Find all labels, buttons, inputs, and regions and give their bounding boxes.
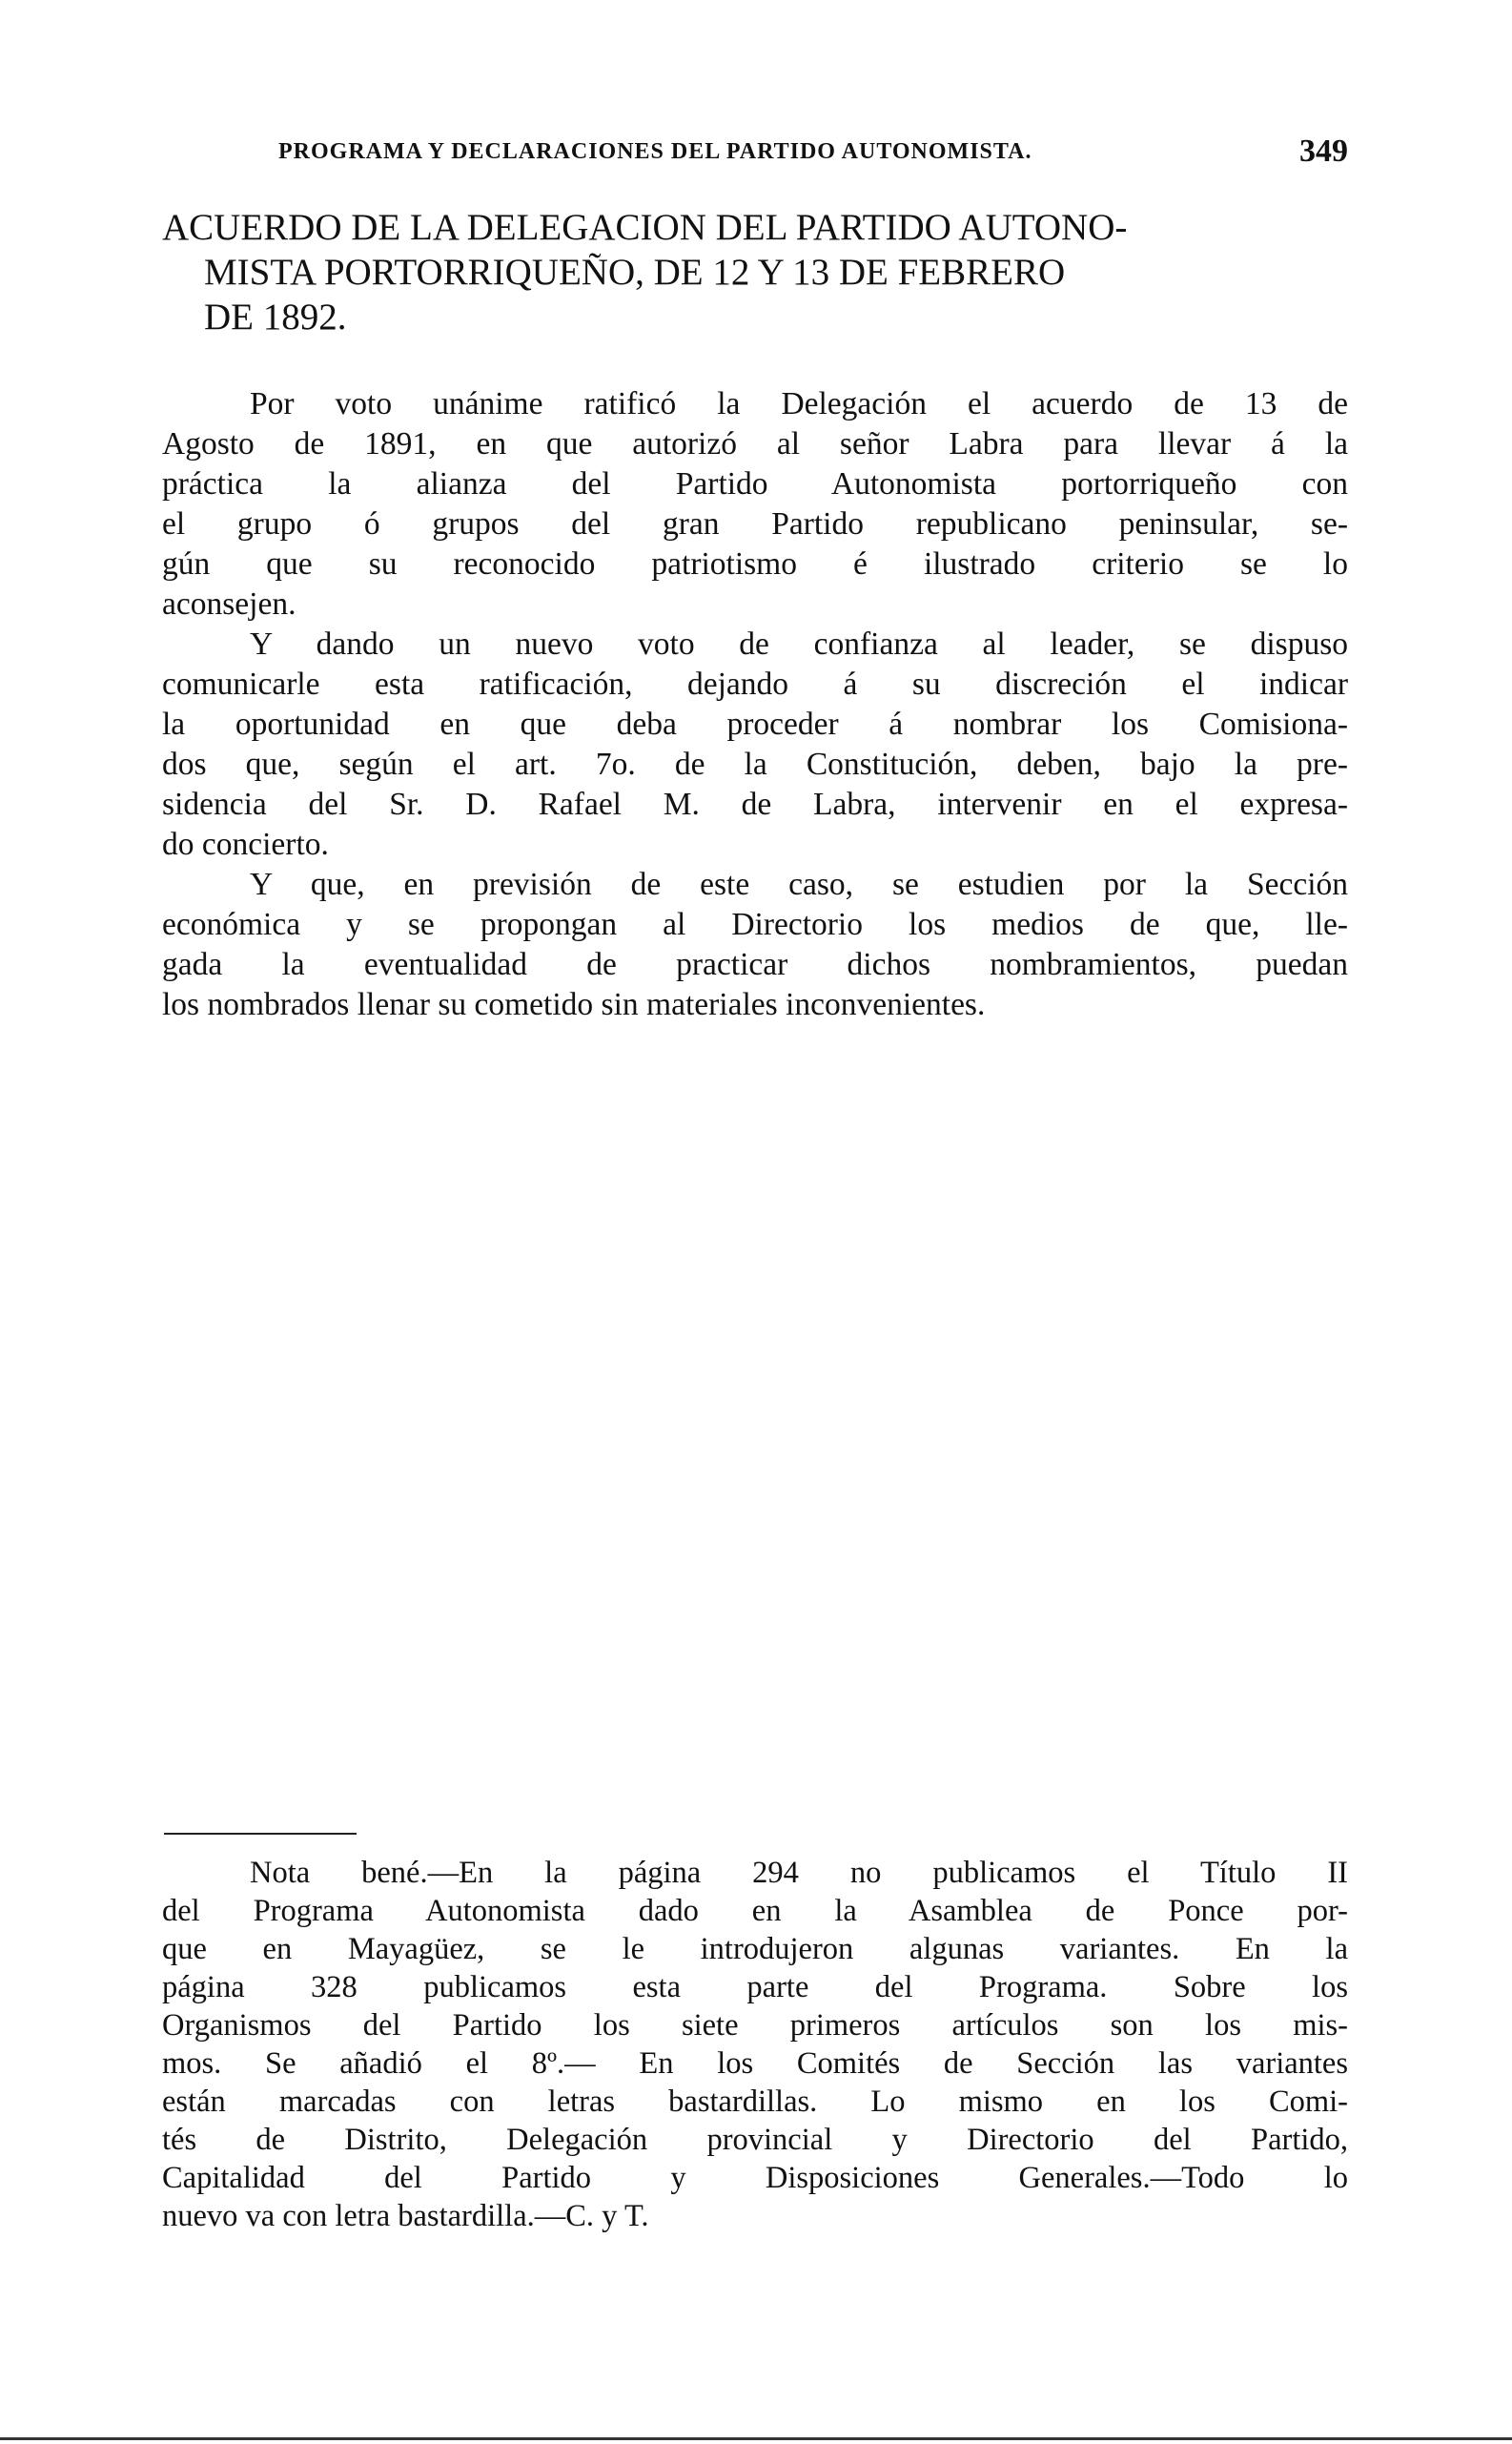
footnote-line: mos. Se añadió el 8º.— En los Comités de Sección las variantes <box>162 2046 1348 2081</box>
running-head <box>278 133 1348 177</box>
text-line: dos que, según el art. 7o. de la Constitución, deben, bajo la pre- <box>162 747 1348 782</box>
page-number: 349 <box>1299 133 1348 169</box>
footnote-divider <box>164 1833 357 1835</box>
paragraph <box>162 865 1348 1025</box>
text-line: Y dando un nuevo voto de confianza al leader, se dispuso <box>250 626 1348 662</box>
footnote-line: Organismos del Partido los siete primeros artículos son los mis- <box>162 2008 1348 2043</box>
footnote-line: página 328 publicamos esta parte del Programa. Sobre los <box>162 1970 1348 2004</box>
footnote-line: del Programa Autonomista dado en la Asamblea de Ponce por- <box>162 1894 1348 1928</box>
heading-line: ACUERDO DE LA DELEGACION DEL PARTIDO AUTONO- <box>162 207 1128 248</box>
text-line: gún que su reconocido patriotismo é ilustrado criterio se lo <box>162 546 1348 582</box>
paragraph <box>162 384 1348 625</box>
footnote-line: tés de Distrito, Delegación provincial y Directorio del Partido, <box>162 2123 1348 2157</box>
page-bottom-edge <box>0 2437 1512 2440</box>
footnote-line: están marcadas con letras bastardillas. Lo mismo en los Comi- <box>162 2085 1348 2119</box>
body-text <box>162 384 1348 1025</box>
text-line: sidencia del Sr. D. Rafael M. de Labra, intervenir en el expresa- <box>162 787 1348 822</box>
heading-line: MISTA PORTORRIQUEÑO, DE 12 Y 13 DE FEBRERO <box>204 252 1066 293</box>
text-line: el grupo ó grupos del gran Partido republicano peninsular, se- <box>162 506 1348 542</box>
text-line: práctica la alianza del Partido Autonomista portorriqueño con <box>162 466 1348 502</box>
footnote-line: nuevo va con letra bastardilla.—C. y T. <box>162 2199 649 2233</box>
text-line: do concierto. <box>162 827 329 862</box>
paragraph <box>162 625 1348 865</box>
text-line: comunicarle esta ratificación, dejando á su discreción el indicar <box>162 667 1348 702</box>
section-heading <box>162 205 1348 339</box>
footnote-line: Capitalidad del Partido y Disposiciones Generales.—Todo lo <box>162 2161 1348 2195</box>
footnote <box>162 1854 1348 2235</box>
text-line: económica y se propongan al Directorio los medios de que, lle- <box>162 907 1348 942</box>
text-line: Y que, en previsión de este caso, se estudien por la Sección <box>250 867 1348 902</box>
text-line: la oportunidad en que deba proceder á nombrar los Comisiona- <box>162 707 1348 742</box>
text-line: aconsejen. <box>162 586 296 622</box>
footnote-line: Nota bené.—En la página 294 no publicamos el Título II <box>250 1856 1348 1890</box>
text-line: gada la eventualidad de practicar dichos nombramientos, puedan <box>162 947 1348 982</box>
running-head-title: PROGRAMA Y DECLARACIONES DEL PARTIDO AUTONOMISTA. <box>278 139 1032 164</box>
text-line: Por voto unánime ratificó la Delegación el acuerdo de 13 de <box>250 386 1348 421</box>
heading-line: DE 1892. <box>204 297 347 338</box>
footnote-line: que en Mayagüez, se le introdujeron algunas variantes. En la <box>162 1932 1348 1966</box>
text-line: Agosto de 1891, en que autorizó al señor Labra para llevar á la <box>162 426 1348 462</box>
text-line: los nombrados llenar su cometido sin materiales inconvenientes. <box>162 987 986 1022</box>
